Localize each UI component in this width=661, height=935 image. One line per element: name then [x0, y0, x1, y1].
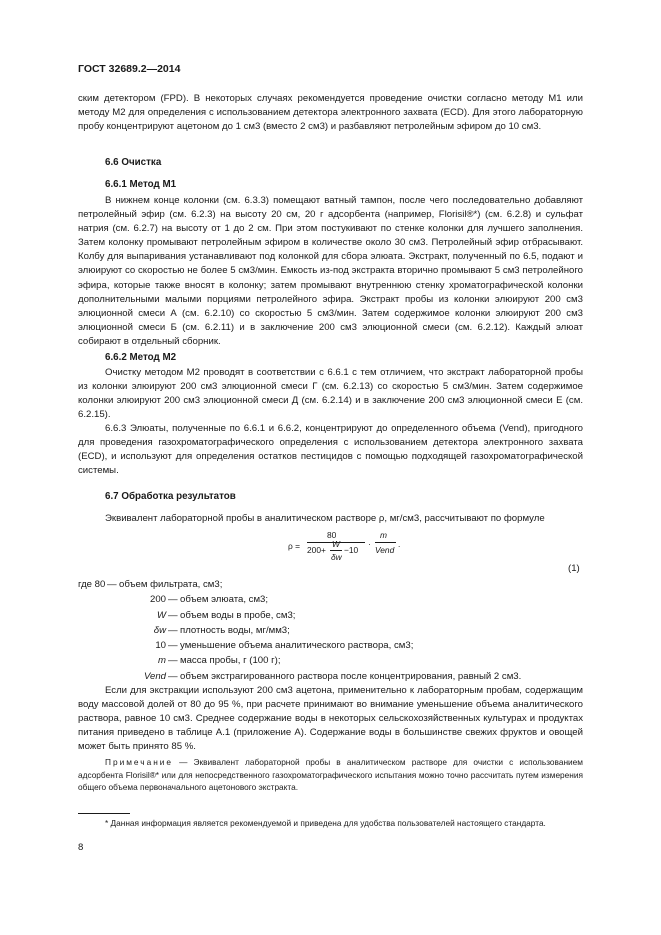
note-block — [78, 756, 583, 794]
page-number: 8 — [78, 842, 84, 853]
section-6-7-heading: 6.7 Обработка результатов — [105, 491, 236, 502]
note-text: — Эквивалент лабораторной пробы в аналитическом растворе для очистки с использованием адсорбента Florisil®* или для непосредственного газохроматографического испытания можно точно рассчитать путем измерения общего объема первоначального ацетонового экстракта. — [78, 757, 583, 793]
definition-row: 200 — объем элюата, см3; — [149, 594, 269, 606]
document-header: ГОСТ 32689.2—2014 — [78, 63, 181, 75]
equation-number: (1) — [568, 563, 580, 574]
definitions-list — [78, 577, 583, 684]
footnote-rule — [78, 813, 130, 814]
definition-row: m — масса пробы, г (100 г); — [158, 655, 281, 667]
section-6-6-heading: 6.6 Очистка — [105, 157, 162, 168]
definition-row: Vend — объем экстрагированного раствора после концентрирования, равный 2 см3. — [143, 670, 522, 682]
formula-1 — [280, 526, 480, 576]
formula-den-delta: δw — [331, 552, 342, 562]
paragraph-6-6-2: Очистку методом M2 проводят в соответствии с 6.6.1 с тем отличием, что экстракт лабораторной пробы из колонки элюируют 200 см3 элюционной смеси Г (см. 6.2.13) со скоростью 5 см3/мин. Затем содержимое колонки элюируют 200 см3 элюционной смеси Д (см. 6.2.14) и в заключение 200 см3 элюционной смеси Е (см. 6.2.15). — [78, 367, 583, 421]
definition-row: где 80 — объем фильтрата, см3; — [78, 579, 223, 590]
formula-m: m — [380, 530, 387, 540]
paragraph-6-6-3: 6.6.3 Элюаты, полученные по 6.6.1 и 6.6.2, концентрируют до определенного объема (Vend), пригодного для проведения газохроматографического определения с использованием детектора электронного захвата (ECD), и используют для определения остатков пестицидов с помощью подходящей газохроматографической системы. — [78, 423, 583, 477]
formula-lhs: ρ = — [288, 541, 300, 551]
formula-vend: Vend — [375, 545, 395, 555]
footnote: * Данная информация является рекомендуемой и приведена для удобства пользователей настоящего стандарта. — [105, 818, 546, 828]
definition-row: δw — плотность воды, мг/мм3; — [153, 624, 290, 636]
formula-period: . — [398, 539, 401, 549]
note-label: Примечание — [105, 757, 174, 767]
formula-den-a: 200+ — [307, 545, 326, 555]
formula-den-w: W — [332, 539, 340, 549]
paragraph-6-6-1: В нижнем конце колонки (см. 6.3.3) помещают ватный тампон, после чего последовательно добавляют петролейный эфир (см. 6.2.3) на высоту 20 см, 20 г адсорбента (например, Florisil®*) (см. 6.2.8) и сульфат натрия (см. 6.2.7) на высоту от 1 до 2 см. При этом постукивают по стенке колонки для лучшего заполнения. Затем колонку промывают петролейным эфиром в количестве около 30 см3. Петролейный эфир отбрасывают. Колбу для выпаривания устанавливают под колонкой для сбора элюата. Экстракт, полученный по 6.5, подают и элюируют со скоростью не более 5 см3/мин. Емкость из-под экстракта вторично промывают 5 см3 петролейного эфира, которые также вносят в колонку; затем промывают внутреннюю стенку хроматографической колонки дополнительными малыми порциями петролейного эфира. Экстракт пробы из колонки элюируют 200 см3 элюционной смеси А (см. 6.2.10) со скоростью 5 см3/мин. Затем содержимое колонки элюируют 200 см3 элюционной смеси Б (см. 6.2.11) и в заключение 200 см3 элюционной смеси (см. 6.2.12). Каждый элюат собирают в отдельный сборник. — [78, 195, 583, 347]
formula-den-b: −10 — [344, 545, 359, 555]
section-6-6-1-heading: 6.6.1 Метод M1 — [105, 179, 177, 190]
paragraph-water-content: Если для экстракции используют 200 см3 ацетона, применительно к лабораторным пробам, содержащим воду массовой долей от 80 до 95 %, при расчете принимают во внимание уменьшение объема аналитического раствора, равное 10 см3. Среднее содержание воды в некоторых сельскохозяйственных культурах и продуктах питания приведено в таблице А.1 (приложение А). Содержание воды в большинстве свежих фруктов и овощей может быть принято 85 %. — [78, 685, 583, 753]
formula-numerator: 80 — [327, 530, 337, 540]
definition-row: W — объем воды в пробе, см3; — [156, 609, 296, 621]
paragraph-6-7: Эквивалент лабораторной пробы в аналитическом растворе ρ, мг/см3, рассчитывают по формуле — [105, 513, 545, 524]
formula-fraction-bar-2 — [375, 542, 396, 543]
paragraph-intro: ским детектором (FPD). В некоторых случаях рекомендуется проведение очистки согласно методу M1 или методу M2 для определения с использованием детектора электронного захвата (ECD). Для этого лабораторную пробу концентрируют ацетоном до 1 см3 (вместо 2 см3) и разбавляют петролейным эфиром до 10 см3. — [78, 93, 583, 133]
definition-row: 10 — уменьшение объема аналитического раствора, см3; — [155, 640, 414, 652]
section-6-6-2-heading: 6.6.2 Метод M2 — [105, 352, 177, 363]
formula-inner-bar — [330, 550, 342, 551]
formula-dot: · — [368, 539, 371, 549]
